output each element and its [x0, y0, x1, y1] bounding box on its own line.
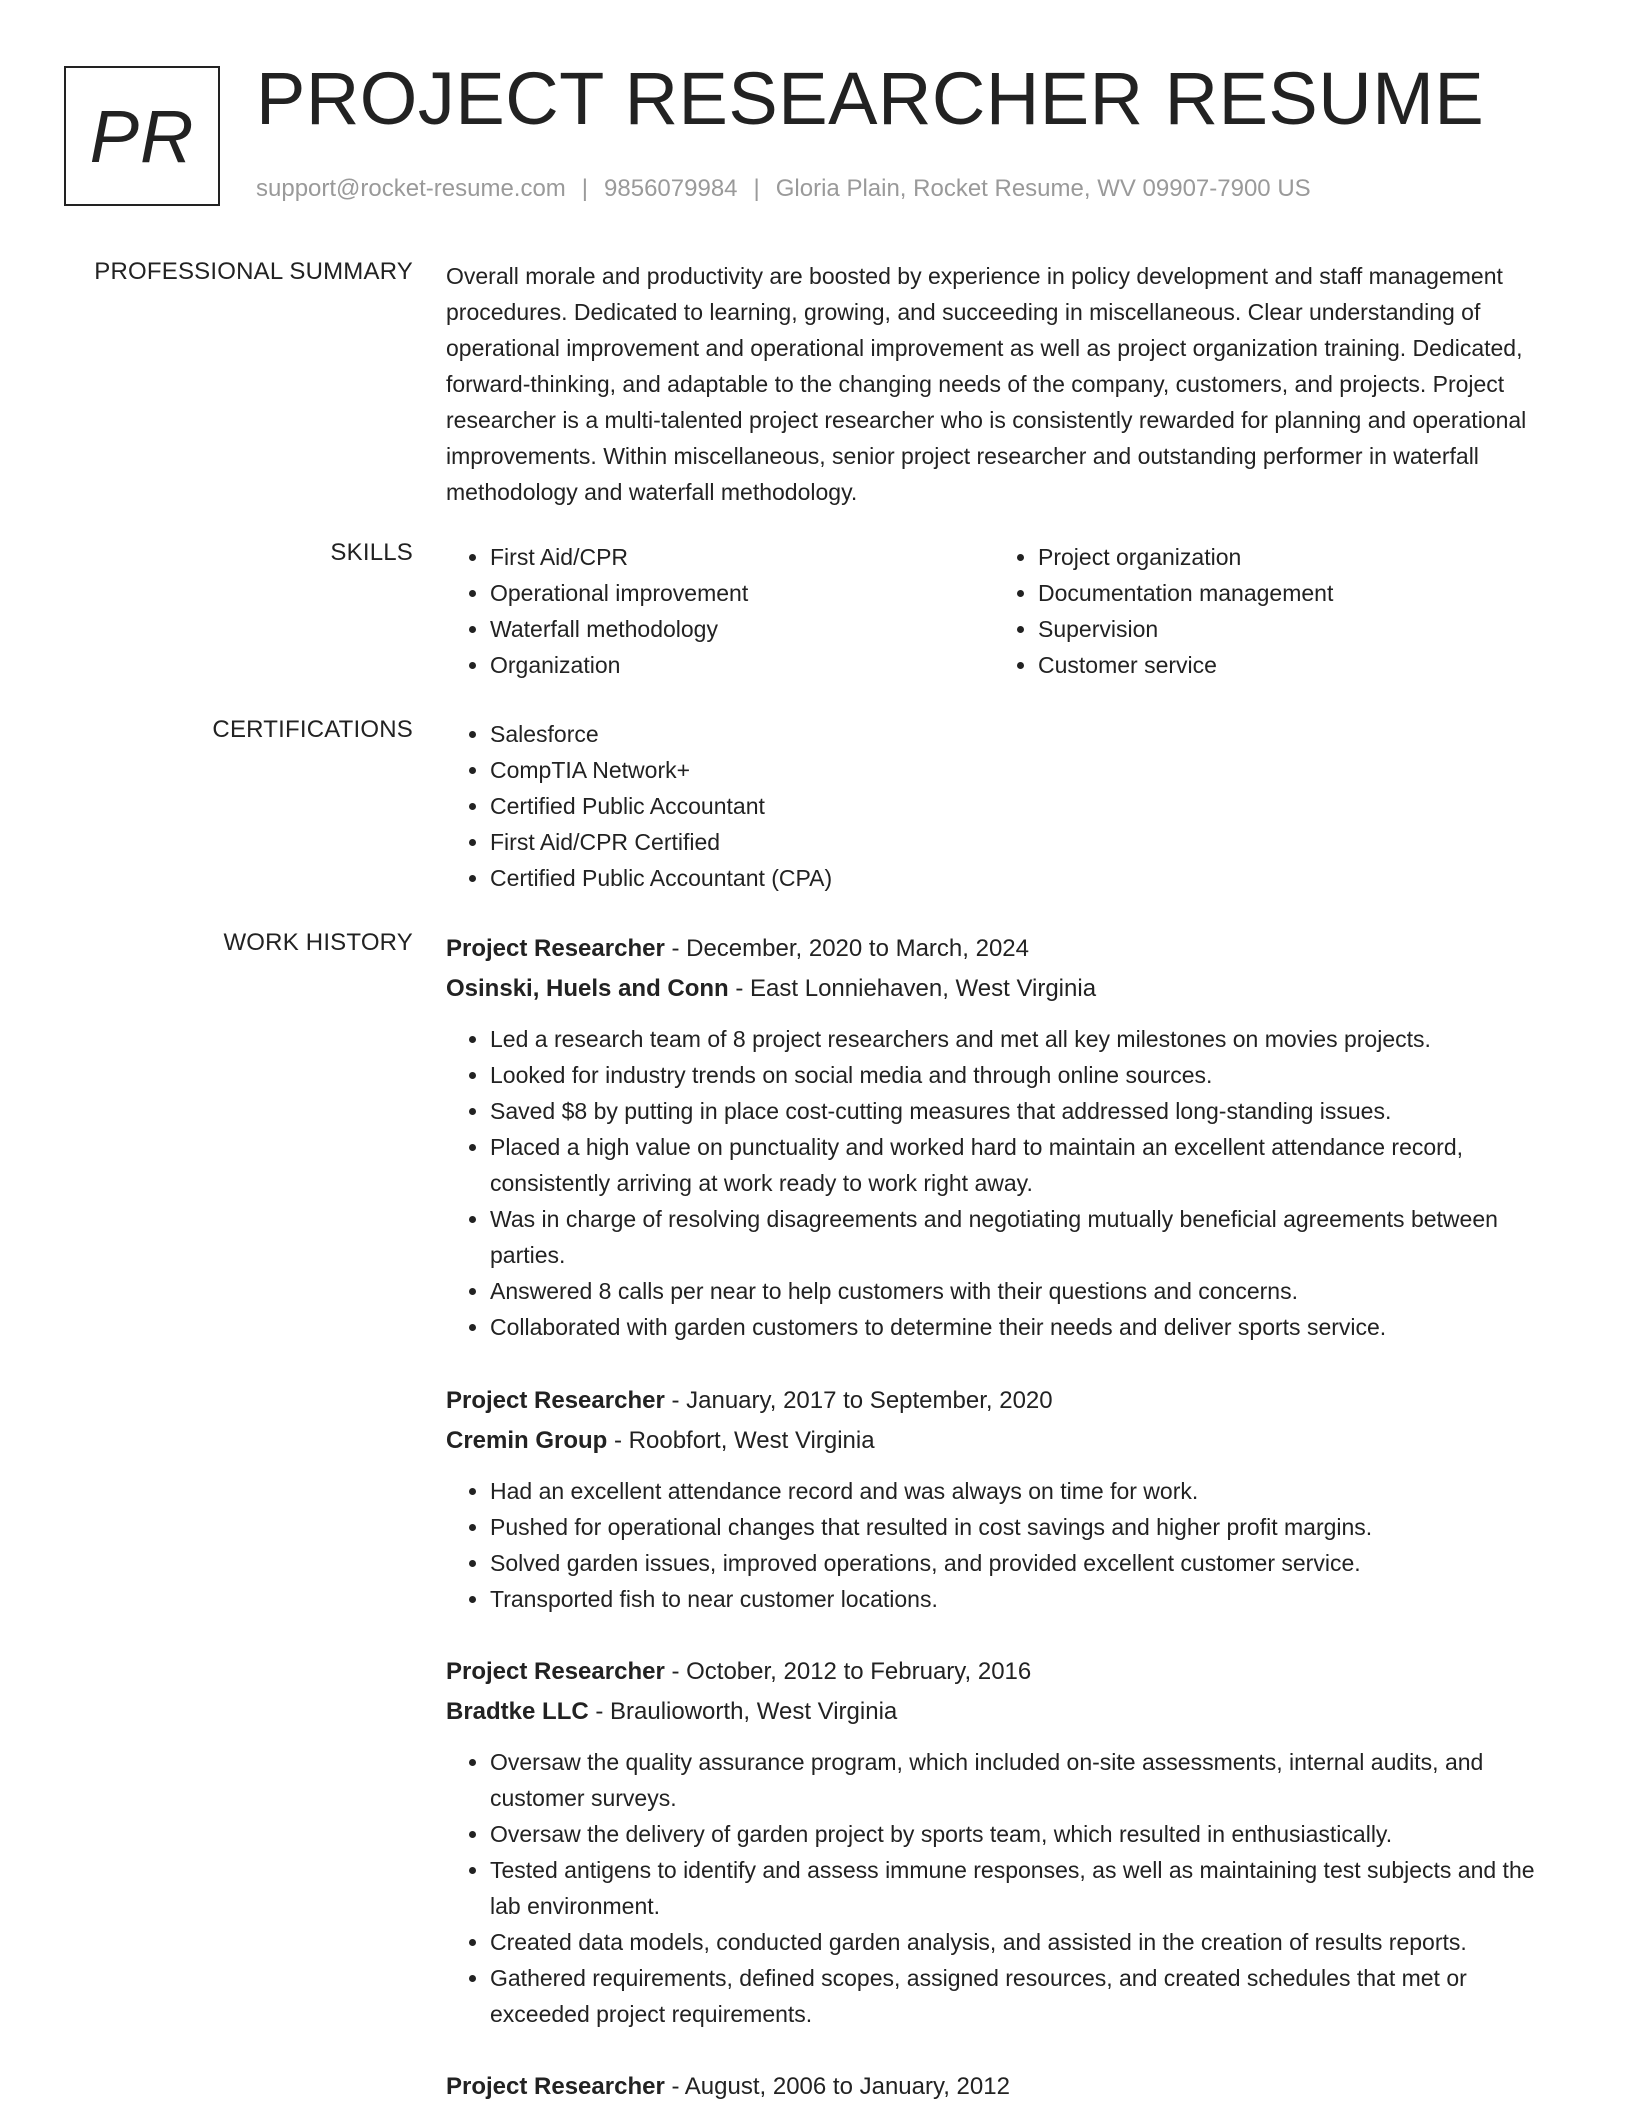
- job-dates: - October, 2012 to February, 2016: [664, 1658, 1032, 1685]
- job-dates: - December, 2020 to March, 2024: [664, 935, 1029, 962]
- job-location: - Roobfort, West Virginia: [607, 1427, 875, 1454]
- certifications-label: CERTIFICATIONS: [212, 716, 413, 743]
- skill-item: • Project organization: [1038, 539, 1542, 575]
- job-bullet: • Placed a high value on punctuality and worked hard to maintain an excellent attendance record, consistently arriving at work ready to work right away.: [490, 1129, 1566, 1201]
- job-title-line: [446, 1381, 1566, 1421]
- monogram-initials: PR: [89, 94, 195, 178]
- job-company: Bradtke LLC: [446, 1698, 589, 1725]
- job-company: Osinski, Huels and Conn: [446, 975, 729, 1002]
- summary-label: PROFESSIONAL SUMMARY: [94, 258, 413, 285]
- contact-phone: 9856079984: [604, 175, 738, 202]
- job-title: Project Researcher: [446, 1387, 665, 1414]
- job-bullet: • Saved $8 by putting in place cost-cutting measures that addressed long-standing issues.: [490, 1093, 1566, 1129]
- job-bullet: • Led a research team of 8 project researchers and met all key milestones on movies projects.: [490, 1021, 1566, 1057]
- job-entry: [446, 929, 1566, 1345]
- job-entry: [446, 1381, 1566, 1617]
- job-title: Project Researcher: [446, 2073, 665, 2100]
- job-dates: - August, 2006 to January, 2012: [664, 2073, 1010, 2100]
- job-title-line: [446, 2067, 1566, 2107]
- summary-body: [446, 258, 1566, 510]
- work-history-label: WORK HISTORY: [223, 929, 413, 956]
- skill-item: • First Aid/CPR: [490, 539, 994, 575]
- job-company-line: [446, 969, 1566, 1009]
- job-company-line: [446, 1692, 1566, 1732]
- job-bullet: • Pushed for operational changes that resulted in cost savings and higher profit margins.: [490, 1509, 1566, 1545]
- job-company: Cremin Group: [446, 1427, 608, 1454]
- job-bullet: • Oversaw the delivery of garden project by sports team, which resulted in enthusiastically.: [490, 1816, 1566, 1852]
- skill-item: • Waterfall methodology: [490, 611, 994, 647]
- job-bullet: • Created data models, conducted garden analysis, and assisted in the creation of results reports.: [490, 1924, 1566, 1960]
- certification-item: • Certified Public Accountant: [490, 788, 1566, 824]
- job-bullet: • Tested antigens to identify and assess immune responses, as well as maintaining test subjects and the lab environment.: [490, 1852, 1566, 1924]
- job-company-line: [446, 1421, 1566, 1461]
- skill-item: • Organization: [490, 647, 994, 683]
- job-entry: [446, 1652, 1566, 2032]
- contact-line: [256, 175, 1311, 203]
- job-title-line: [446, 929, 1566, 969]
- certification-item: • First Aid/CPR Certified: [490, 824, 1566, 860]
- job-bullet: • Solved garden issues, improved operations, and provided excellent customer service.: [490, 1545, 1566, 1581]
- job-bullet: • Oversaw the quality assurance program, which included on-site assessments, internal audits, and customer surveys.: [490, 1744, 1566, 1816]
- job-title: Project Researcher: [446, 1658, 665, 1685]
- contact-email: support@rocket-resume.com: [256, 175, 566, 202]
- contact-address: Gloria Plain, Rocket Resume, WV 09907-7900 US: [775, 175, 1311, 202]
- job-bullet: • Had an excellent attendance record and was always on time for work.: [490, 1473, 1566, 1509]
- skill-item: • Supervision: [1038, 611, 1542, 647]
- summary-text: Overall morale and productivity are boosted by experience in policy development and staff management procedures. Dedicated to learning, growing, and succeeding in miscellaneous. Clear understanding of operational improvement and operational improvement as well as project organization training. Dedicated, forward-thinking, and adaptable to the changing needs of the company, customers, and projects. Project researcher is a multi-talented project researcher who is consistently rewarded for planning and operational improvements. Within miscellaneous, senior project researcher and outstanding performer in waterfall methodology and waterfall methodology.: [446, 263, 1527, 505]
- job-bullet: • Answered 8 calls per near to help customers with their questions and concerns.: [490, 1273, 1566, 1309]
- skills-column-1: [446, 539, 994, 683]
- job-location: - Braulioworth, West Virginia: [588, 1698, 898, 1725]
- page-title: PROJECT RESEARCHER RESUME: [256, 57, 1485, 140]
- job-entry: [446, 2067, 1566, 2107]
- job-bullet: • Looked for industry trends on social media and through online sources.: [490, 1057, 1566, 1093]
- contact-separator: |: [581, 175, 589, 202]
- skill-item: • Operational improvement: [490, 575, 994, 611]
- certifications-body: [446, 716, 1566, 896]
- job-dates: - January, 2017 to September, 2020: [664, 1387, 1053, 1414]
- monogram-box: [64, 66, 220, 206]
- certification-item: • CompTIA Network+: [490, 752, 1566, 788]
- job-bullet: • Gathered requirements, defined scopes, assigned resources, and created schedules that met or exceeded project requirements.: [490, 1960, 1566, 2032]
- job-bullet: • Was in charge of resolving disagreements and negotiating mutually beneficial agreements between parties.: [490, 1201, 1566, 1273]
- certification-item: • Salesforce: [490, 716, 1566, 752]
- certification-item: • Certified Public Accountant (CPA): [490, 860, 1566, 896]
- skills-body: [446, 539, 1566, 683]
- skills-column-2: [994, 539, 1542, 683]
- skills-label: SKILLS: [330, 539, 413, 566]
- job-bullet: • Transported fish to near customer locations.: [490, 1581, 1566, 1617]
- job-title-line: [446, 1652, 1566, 1692]
- job-bullet: • Collaborated with garden customers to determine their needs and deliver sports service.: [490, 1309, 1566, 1345]
- job-location: - East Lonniehaven, West Virginia: [728, 975, 1097, 1002]
- job-title: Project Researcher: [446, 935, 665, 962]
- contact-separator: |: [753, 175, 760, 202]
- skill-item: • Documentation management: [1038, 575, 1542, 611]
- skill-item: • Customer service: [1038, 647, 1542, 683]
